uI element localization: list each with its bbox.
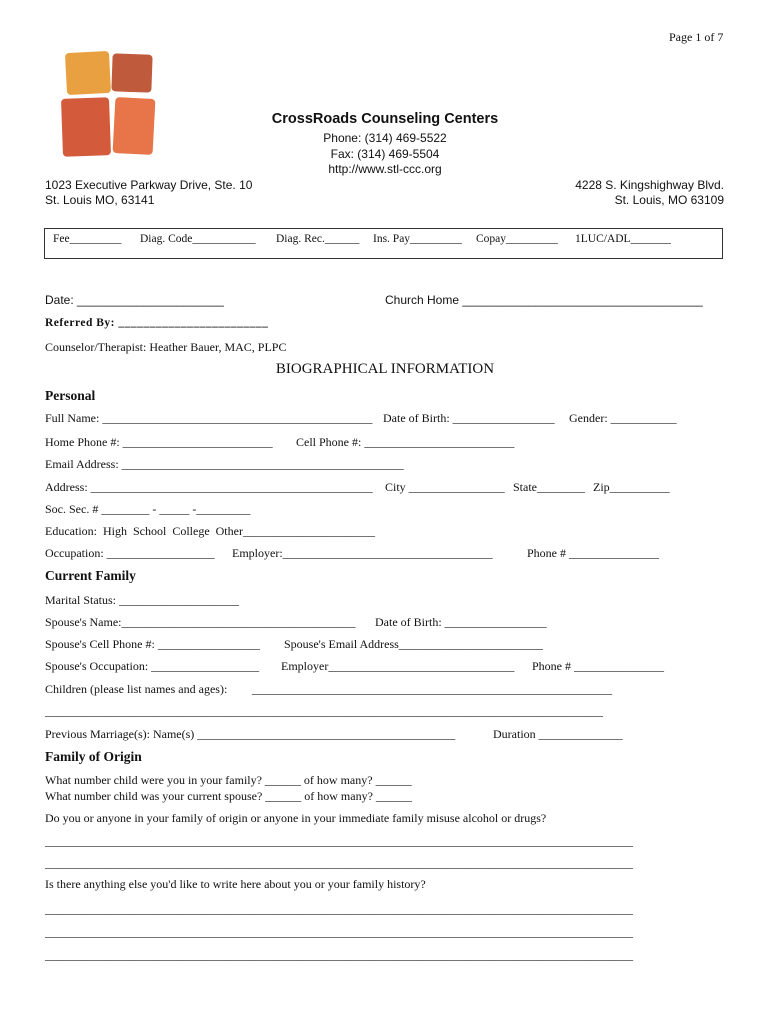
child-number-question[interactable]: What number child were you in your family? ______ of how many? ______ [45,773,412,787]
answer-line[interactable]: __________________________________________________________________________________________________ [45,834,633,848]
dob-field[interactable]: Date of Birth: _________________ [383,411,555,425]
gender-field[interactable]: Gender: ___________ [569,411,677,425]
ins-pay-field[interactable]: Ins. Pay_________ [373,233,462,245]
history-question: Is there anything else you'd like to write here about you or your family history? [45,877,426,891]
spouse-phone-field[interactable]: Phone # _______________ [532,659,664,673]
address-left-line2: St. Louis MO, 63141 [45,193,155,207]
address-left-line1: 1023 Executive Parkway Drive, Ste. 10 [45,178,253,192]
church-home-field[interactable]: Church Home ____________________________________ [385,293,703,307]
diag-rec-field[interactable]: Diag. Rec.______ [276,233,360,245]
cell-phone-field[interactable]: Cell Phone #: _________________________ [296,435,515,449]
spouse-employer-field[interactable]: Employer_______________________________ [281,659,515,673]
spouse-occupation-field[interactable]: Spouse's Occupation: __________________ [45,659,260,673]
logo-square [65,51,111,95]
phone-field[interactable]: Phone # _______________ [527,546,659,560]
answer-line[interactable]: __________________________________________________________________________________________________ [45,856,633,870]
org-name: CrossRoads Counseling Centers [271,111,499,127]
current-family-heading: Current Family [45,568,136,583]
counselor-label: Counselor/Therapist: Heather Bauer, MAC, PLPC [45,340,287,354]
spouse-dob-field[interactable]: Date of Birth: _________________ [375,615,547,629]
answer-line[interactable]: __________________________________________________________________________________________________ [45,948,633,962]
family-origin-heading: Family of Origin [45,749,142,764]
referred-by-field[interactable]: Referred By: ________________________ [45,317,269,329]
state-field[interactable]: State________ [513,480,585,494]
zip-field[interactable]: Zip__________ [593,480,670,494]
address-right-line1: 4228 S. Kingshighway Blvd. [575,178,724,192]
org-phone: Phone: (314) 469-5522 [323,131,447,145]
misuse-question: Do you or anyone in your family of origin or anyone in your immediate family misuse alcohol or drugs? [45,811,547,825]
fee-field[interactable]: Fee_________ [53,233,122,245]
page-number: Page 1 of 7 [669,30,724,44]
section-title: BIOGRAPHICAL INFORMATION [275,361,495,377]
org-fax: Fax: (314) 469-5504 [330,147,440,161]
diag-code-field[interactable]: Diag. Code___________ [140,233,256,245]
answer-line[interactable]: __________________________________________________________________________________________________ [45,925,633,939]
spouse-email-field[interactable]: Spouse's Email Address________________________ [284,637,543,651]
duration-field[interactable]: Duration ______________ [493,727,623,741]
education-field[interactable]: Education: High School College Other______________________ [45,524,375,538]
copay-field[interactable]: Copay_________ [476,233,558,245]
personal-heading: Personal [45,388,96,403]
employer-field[interactable]: Employer:___________________________________ [232,546,493,560]
full-name-field[interactable]: Full Name: _____________________________________________ [45,411,373,425]
spouse-child-number-question[interactable]: What number child was your current spouse? ______ of how many? ______ [45,789,412,803]
date-field[interactable]: Date: ______________________ [45,293,224,307]
address-field[interactable]: Address: _______________________________________________ [45,480,373,494]
children-line-2[interactable]: _____________________________________________________________________________________________ [45,704,603,718]
address-right-line2: St. Louis, MO 63109 [614,193,724,207]
org-website: http://www.stl-ccc.org [328,162,442,176]
luc-adl-field[interactable]: 1LUC/ADL_______ [575,233,671,245]
ssn-field[interactable]: Soc. Sec. # ________ - _____ -_________ [45,502,251,516]
logo-square [111,53,152,92]
previous-marriages-field[interactable]: Previous Marriage(s): Name(s) ___________________________________________ [45,727,456,741]
home-phone-field[interactable]: Home Phone #: _________________________ [45,435,273,449]
city-field[interactable]: City ________________ [385,480,505,494]
spouse-cell-field[interactable]: Spouse's Cell Phone #: _________________ [45,637,260,651]
children-label: Children (please list names and ages): [45,682,228,696]
marital-status-field[interactable]: Marital Status: ____________________ [45,593,239,607]
children-line-1[interactable]: ____________________________________________________________ [252,682,612,696]
answer-line[interactable]: __________________________________________________________________________________________________ [45,902,633,916]
spouse-name-field[interactable]: Spouse's Name:_______________________________________ [45,615,356,629]
occupation-field[interactable]: Occupation: __________________ [45,546,215,560]
email-field[interactable]: Email Address: _______________________________________________ [45,457,404,471]
